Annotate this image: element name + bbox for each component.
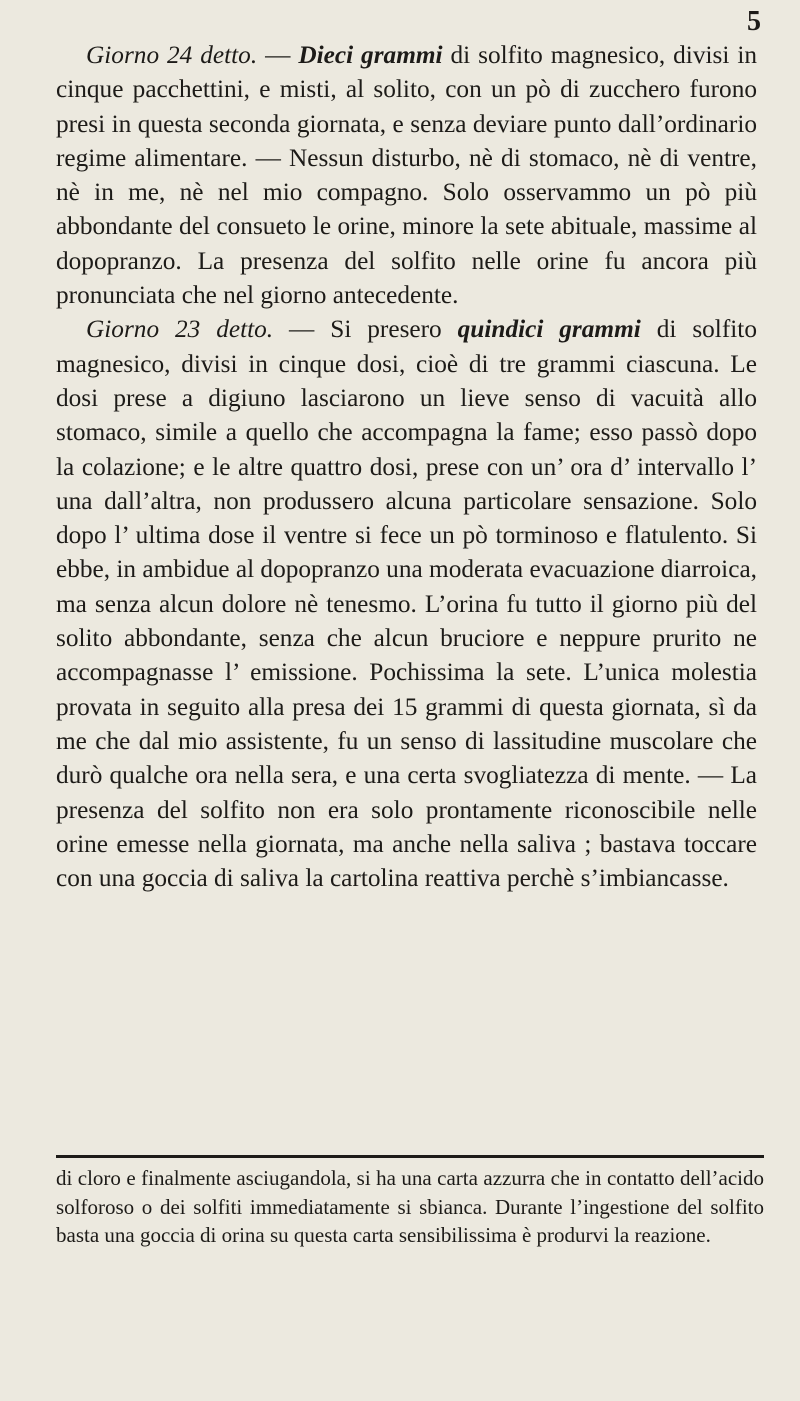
dose-emphasis: quindici grammi	[457, 315, 641, 344]
paragraph-body: di solfito magnesico, divisi in cinque dosi, cioè di tre grammi ciascuna. Le dosi prese a digiuno lasciarono un lieve senso di vacuità allo stomaco, simile a quello che accompagna la fame; esso passò dopo la colazione; e le altre quattro dosi, prese con un’ ora d’ intervallo l’ una dall’altra, non produssero alcuna particolare sensazione. Solo dopo l’ ultima dose il ventre si fece un pò torminoso e flatulento. Si ebbe, in ambidue al dopopranzo una moderata evacuazione diarroica, ma senza alcun dolore nè tenesmo. L’orina fu tutto il giorno più del solito abbondante, senza che alcun bruciore e neppure prurito ne accompagnasse l’ emissione. Pochissima la sete. L’unica molestia provata in seguito alla presa dei 15 grammi di questa giornata, sì da me che dal mio assistente, fu un senso di lassitudine muscolare che durò qualche ora nella sera, e una certa svogliatezza di mente. — La presenza del solfito non era solo prontamente riconoscibile nelle orine emesse nella giornata, ma anche nella saliva ; bastava toccare con una goccia di saliva la cartolina reattiva perchè s’imbiancasse.	[56, 315, 757, 893]
dose-emphasis: Dieci grammi	[298, 41, 443, 69]
footnote-divider	[56, 1155, 764, 1158]
paragraph-dash: — Si presero	[273, 315, 458, 344]
paragraph-heading: Giorno 24 detto.	[86, 41, 258, 69]
page-number: 5	[747, 6, 761, 37]
paragraph-day-24	[56, 38, 757, 312]
paragraph-heading: Giorno 23 detto.	[86, 315, 274, 344]
footnote: di cloro e finalmente asciugandola, si ha una carta azzurra che in contatto dell’acido solforoso o dei solfiti immediatamente si sbianca. Durante l’ingestione del solfito basta una goccia di orina su questa carta sensibilissima è produrvi la reazione.	[56, 1166, 764, 1248]
paragraph-dash: —	[257, 41, 299, 69]
paragraph-day-23	[56, 312, 757, 895]
main-text	[56, 38, 757, 895]
paragraph-body: di solfito magnesico, divisi in cinque pacchettini, e misti, al solito, con un pò di zucchero furono presi in questa seconda giornata, e senza deviare punto dall’ordinario regime alimentare. — Nessun disturbo, nè di stomaco, nè di ventre, nè in me, nè nel mio compagno. Solo osservammo un pò più abbondante del consueto le orine, minore la sete abituale, massime al dopopranzo. La presenza del solfito nelle orine fu ancora più pronunciata che nel giorno antecedente.	[56, 41, 757, 310]
